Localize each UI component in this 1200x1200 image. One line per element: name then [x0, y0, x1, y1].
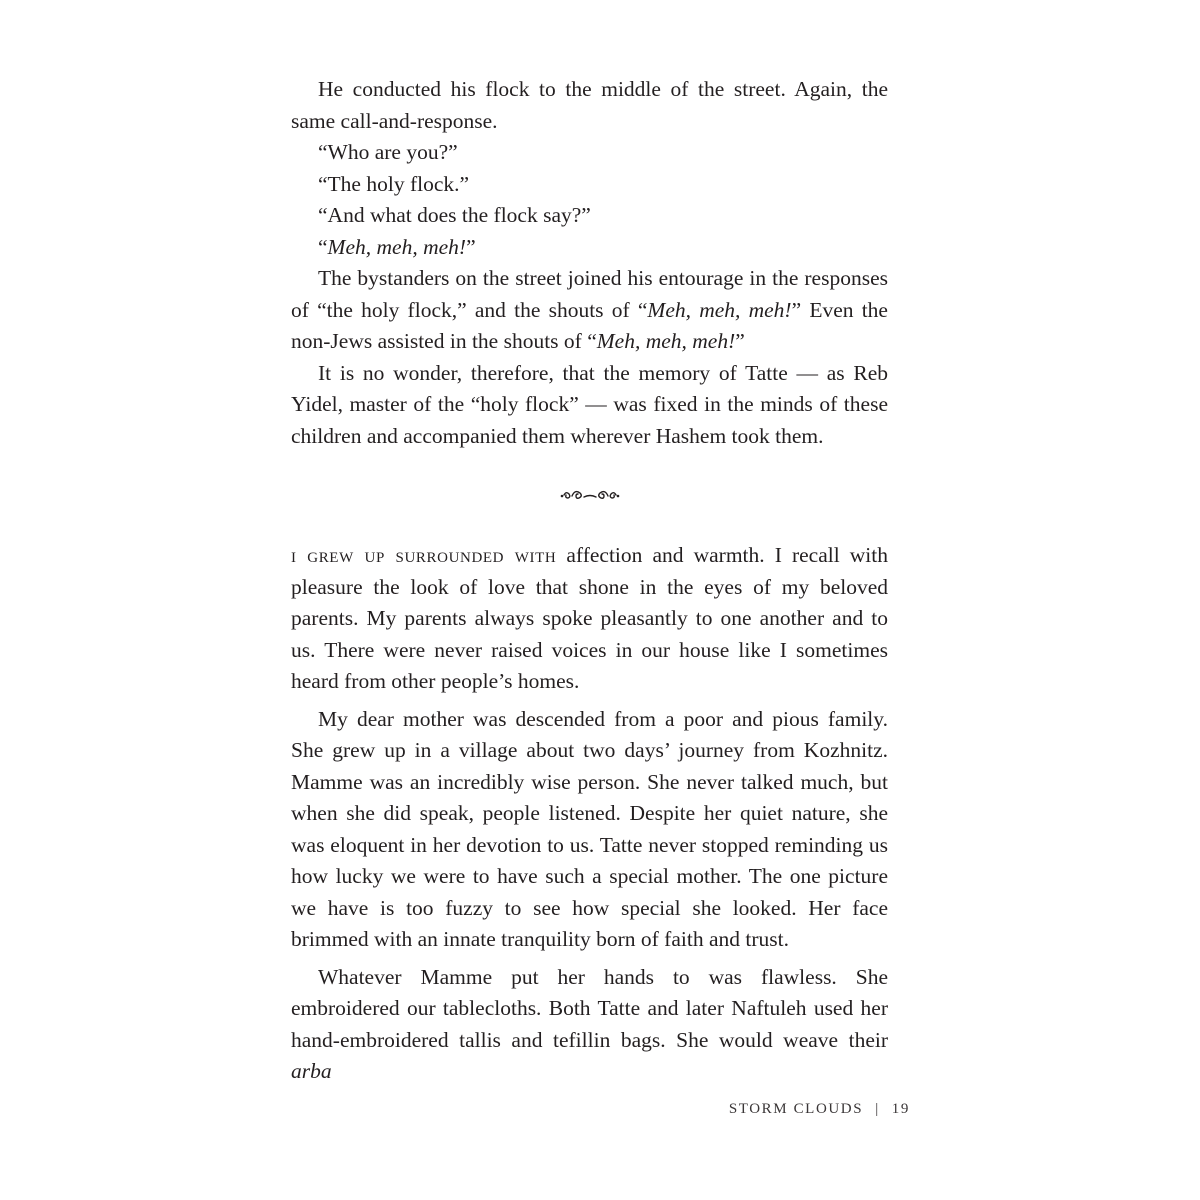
paragraph: My dear mother was descended from a poor and pious family. She grew up in a village about two days’ journey from Kozhnitz. Mamme was an incredibly wise person. She never talked much, but when she did speak, people listened. Despite her quiet nature, she was eloquent in her devotion to us. Tatte never stopped reminding us how lucky we were to have such a special mother. The one picture we have is too fuzzy to see how special she looked. Her face brimmed with an innate tranquility born of faith and trust.: [291, 706, 888, 951]
page-number: 19: [891, 1101, 910, 1117]
paragraph: Whatever Mamme put her hands to was flawless. She embroidered our tablecloths. Both Tatte and later Naftuleh used her hand-embroidered tallis and tefillin bags. She would weave their arba: [291, 964, 888, 1083]
running-footer: [729, 1101, 910, 1118]
dialogue-line: “And what does the flock say?”: [318, 203, 591, 227]
dialogue-line: “Who are you?”: [318, 140, 458, 164]
paragraph: He conducted his flock to the middle of the street. Again, the same call-and-response.: [291, 77, 888, 133]
paragraph: It is no wonder, therefore, that the memory of Tatte — as Reb Yidel, master of the “holy flock” — was fixed in the minds of these children and accompanied them wherever Hashem took them.: [291, 360, 888, 448]
paragraph: The bystanders on the street joined his entourage in the responses of “the holy flock,” and the shouts of “Meh, meh, meh!” Even the non-Jews assisted in the shouts of “Meh, meh, meh!”: [291, 266, 888, 353]
scroll-ornament-icon: [560, 486, 620, 502]
footer-separator: |: [875, 1101, 880, 1117]
lead-in: i grew up surrounded with: [291, 543, 557, 567]
text-section-bottom: [291, 540, 888, 1088]
dialogue-line: “Meh, meh, meh!”: [318, 234, 476, 259]
dialogue-line: “The holy flock.”: [318, 171, 470, 196]
running-title: STORM CLOUDS: [728, 1101, 864, 1117]
paragraph: i grew up surrounded with affection and warmth. I recall with pleasure the look of love that shone in the eyes of my beloved parents. My parents always spoke pleasantly to one another and to us. There were never raised voices in our house like I sometimes heard from other people’s homes.: [291, 543, 888, 693]
text-section-top: [291, 74, 888, 452]
